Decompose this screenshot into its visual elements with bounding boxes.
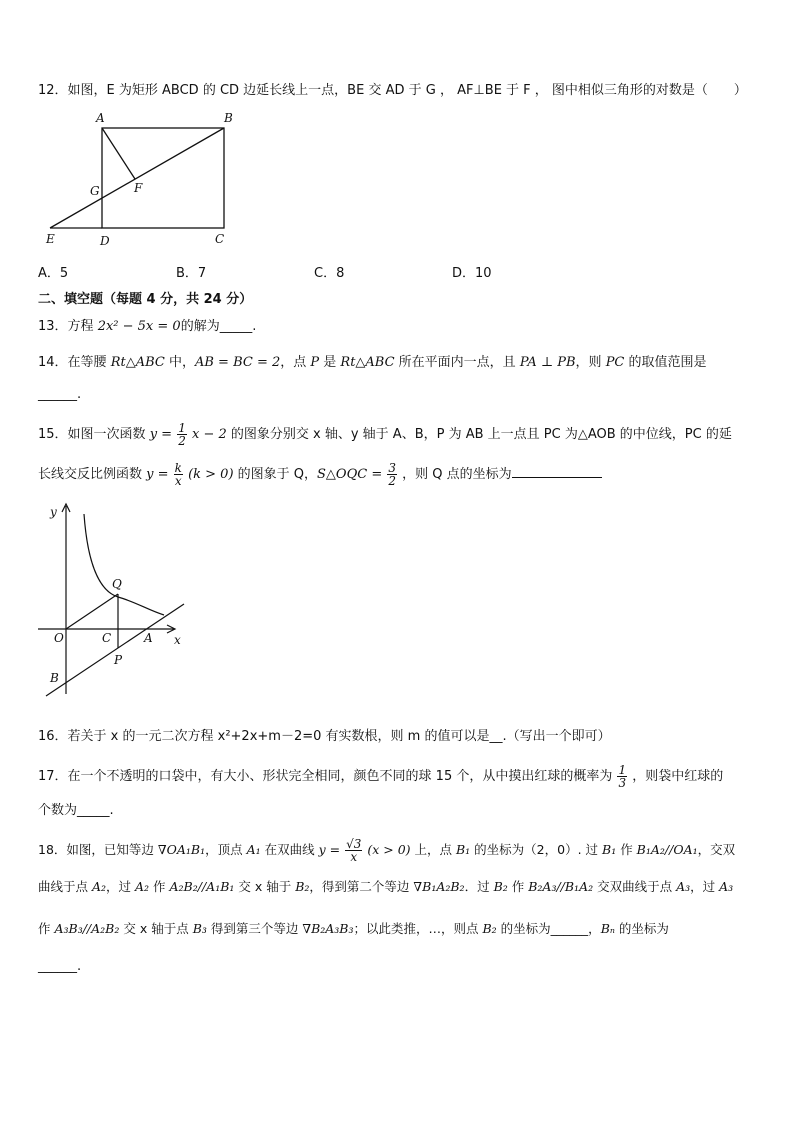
q12-text: 12．如图，E 为矩形 ABCD 的 CD 边延长线上一点，BE 交 AD 于 G ， AF⊥BE 于 F ， 图中相似三角形的对数是（ ）: [38, 83, 747, 98]
q14-line2: ______.: [38, 387, 82, 402]
q18-line3: 作 A₃B₃//A₂B₂ 交 x 轴于点 B₃ 得到第三个等边 ∇B₂A₃B₃；以此类推，…，则点 B₂ 的坐标为______，Bₙ 的坐标为: [38, 921, 669, 936]
q17-line1: 17．在一个不透明的口袋中，有大小、形状完全相同，颜色不同的球 15 个，从中摸出红球的概率为 $\frac{1}{3}$ ，则袋中红球的: [38, 763, 724, 790]
section-title: 二、填空题（每题 4 分，共 24 分）: [38, 292, 253, 307]
q12-figure: [38, 108, 248, 254]
choice-a: A．5: [38, 266, 69, 281]
label-A: A: [96, 111, 105, 125]
q15-line1: 15．如图一次函数 y = $\frac{1}{2}$ x − 2 的图象分别交 x 轴、y 轴于 A、B，P 为 AB 上一点且 PC 为△AOB 的中位线，PC 的延: [38, 421, 732, 448]
q18-line1: 18．如图，已知等边 ∇OA₁B₁，顶点 A₁ 在双曲线 y = $\frac{√3}{x}$ (x > 0) 上，点 B₁ 的坐标为（2，0）. 过 B₁ 作 B₁A₂//OA₁，交双: [38, 837, 736, 864]
label-F: F: [134, 181, 143, 195]
label-y: y: [50, 505, 57, 519]
q16: 16．若关于 x 的一元二次方程 x²+2x+m－2=0 有实数根，则 m 的值可以是__.（写出一个即可）: [38, 729, 611, 744]
label-C: C: [215, 232, 225, 246]
label-P: P: [114, 653, 123, 667]
q17-line2: 个数为_____.: [38, 803, 114, 818]
choice-b: B．7: [176, 266, 207, 281]
q13: 13．方程 2x² − 5x = 0的解为_____.: [38, 319, 257, 334]
q18-line4: ______.: [38, 959, 82, 974]
label-E: E: [46, 232, 55, 246]
label-B: B: [50, 671, 59, 685]
label-G: G: [90, 184, 100, 198]
label-D: D: [100, 234, 110, 248]
q14-line1: 14．在等腰 Rt△ABC 中，AB = BC = 2，点 P 是 Rt△ABC 所在平面内一点，且 PA ⊥ PB，则 PC 的取值范围是: [38, 355, 707, 370]
label-O: O: [54, 631, 64, 645]
choice-c: C．8: [314, 266, 345, 281]
choice-d: D．10: [452, 266, 492, 281]
label-x: x: [174, 633, 181, 647]
label-C: C: [102, 631, 112, 645]
q15-figure: [36, 500, 196, 700]
label-Q: Q: [112, 577, 122, 591]
q15-line2: 长线交反比例函数 y = $\frac{k}{x}$ (k > 0) 的图象于 Q，S△OQC = $\frac{3}{2}$ ，则 Q 点的坐标为: [38, 462, 602, 487]
label-B: B: [224, 111, 233, 125]
label-A: A: [144, 631, 153, 645]
q18-line2: 曲线于点 A₂，过 A₂ 作 A₂B₂//A₁B₁ 交 x 轴于 B₂，得到第二个等边 ∇B₁A₂B₂．过 B₂ 作 B₂A₃//B₁A₂ 交双曲线于点 A₃，过 A₃: [38, 879, 734, 894]
